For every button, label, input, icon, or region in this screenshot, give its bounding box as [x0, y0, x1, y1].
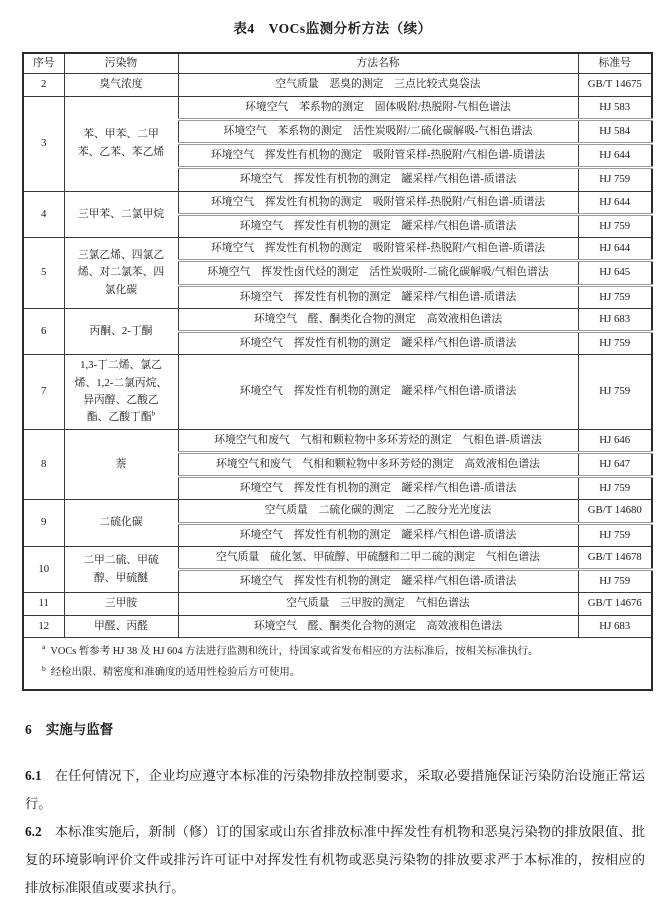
- serial-number-cell: 11: [23, 593, 64, 615]
- table-row: [23, 546, 652, 569]
- serial-number-cell: 3: [23, 96, 64, 191]
- table-row: [23, 74, 652, 96]
- method-name-cell: 环境空气 醛、酮类化合物的测定 高效液相色谱法: [178, 615, 578, 637]
- pollutant-cell: 萘: [64, 429, 178, 500]
- standard-number-cell: HJ 584: [578, 119, 652, 143]
- table-title: 表4 VOCs监测分析方法（续）: [233, 21, 432, 36]
- method-name-cell: 环境空气 挥发性有机物的测定 吸附管采样-热脱附/气相色谱-质谱法: [178, 191, 578, 214]
- pollutant-cell: 臭气浓度: [64, 74, 178, 96]
- serial-number-cell: 2: [23, 74, 64, 96]
- table-row: [23, 308, 652, 331]
- footnote-cell: [23, 637, 652, 689]
- serial-number-cell: 5: [23, 238, 64, 309]
- method-name-cell: 环境空气 醛、酮类化合物的测定 高效液相色谱法: [178, 308, 578, 331]
- standard-number-cell: HJ 759: [578, 570, 652, 593]
- method-name-cell: 环境空气 苯系物的测定 固体吸附/热脱附-气相色谱法: [178, 96, 578, 119]
- standard-number-cell: HJ 646: [578, 429, 652, 452]
- standard-number-cell: HJ 683: [578, 308, 652, 331]
- method-name-cell: 环境空气 苯系物的测定 活性炭吸附/二硫化碳解吸-气相色谱法: [178, 119, 578, 143]
- standard-number-cell: HJ 759: [578, 477, 652, 500]
- clause-text: 本标准实施后，新制（修）订的国家或山东省排放标准中挥发性有机物和恶臭污染物的排放限值、批复的环境影响评价文件或排污许可证中对挥发性有机物或恶臭污染物的排放要求严于本标准的，按相应的排放标准限值或要求执行。: [25, 823, 645, 895]
- method-name-cell: 空气质量 恶臭的测定 三点比较式臭袋法: [178, 74, 578, 96]
- pollutant-cell: 1,3-丁二烯、氯乙烯、1,2-二氯丙烷、异丙醇、乙酸乙酯、乙酸丁酯$^b$: [64, 355, 178, 429]
- serial-number-cell: 8: [23, 429, 64, 500]
- standard-number-cell: HJ 759: [578, 285, 652, 308]
- standard-number-cell: HJ 647: [578, 452, 652, 476]
- table-row: [23, 355, 652, 429]
- standard-number-cell: HJ 644: [578, 144, 652, 168]
- method-name-cell: 空气质量 二硫化碳的测定 二乙胺分光光度法: [178, 500, 578, 523]
- footnote-line: $^b$ 经检出限、精密度和准确度的适用性检验后方可使用。: [42, 663, 301, 679]
- column-header-serial: 序号: [23, 53, 64, 74]
- table-row: [23, 191, 652, 214]
- methods-table-body: [23, 74, 652, 638]
- standard-number-cell: HJ 759: [578, 214, 652, 237]
- body-paragraph: [25, 818, 645, 902]
- header-row: [23, 53, 652, 74]
- clause-text: 在任何情况下，企业均应遵守本标准的污染物排放控制要求，采取必要措施保证污染防治设施正常运行。: [25, 767, 645, 811]
- standard-number-cell: HJ 644: [578, 238, 652, 261]
- serial-number-cell: 4: [23, 191, 64, 238]
- standard-number-cell: GB/T 14675: [578, 74, 652, 96]
- table-footnotes: [23, 637, 652, 689]
- standard-number-cell: HJ 759: [578, 332, 652, 355]
- method-name-cell: 空气质量 硫化氢、甲硫醇、甲硫醚和二甲二硫的测定 气相色谱法: [178, 546, 578, 569]
- footnote-reference-mark: b: [151, 409, 156, 418]
- table-row: [23, 593, 652, 615]
- table-row: [23, 96, 652, 119]
- clause-number: 6.1: [25, 767, 42, 783]
- table-header: [23, 53, 652, 74]
- serial-number-cell: 7: [23, 355, 64, 429]
- table-row: [23, 429, 652, 452]
- method-name-cell: 环境空气 挥发性有机物的测定 吸附管采样-热脱附/气相色谱-质谱法: [178, 144, 578, 168]
- column-header-pollutant: 污染物: [64, 53, 178, 74]
- standard-number-cell: HJ 683: [578, 615, 652, 637]
- method-name-cell: 环境空气 挥发性有机物的测定 罐采样/气相色谱-质谱法: [178, 285, 578, 308]
- standard-number-cell: HJ 583: [578, 96, 652, 119]
- pollutant-cell: 三氯乙烯、四氯乙烯、对二氯苯、四氯化碳: [64, 238, 178, 309]
- table-row: [23, 615, 652, 637]
- section-title: 实施与监督: [45, 721, 114, 737]
- footnote-marker: a: [42, 642, 46, 652]
- standard-number-cell: HJ 645: [578, 261, 652, 285]
- vocs-methods-table: [22, 52, 653, 691]
- method-name-cell: 环境空气 挥发性有机物的测定 罐采样/气相色谱-质谱法: [178, 477, 578, 500]
- footnote-marker: b: [42, 663, 46, 673]
- serial-number-cell: 6: [23, 308, 64, 355]
- method-name-cell: 环境空气和废气 气相和颗粒物中多环芳烃的测定 气相色谱-质谱法: [178, 429, 578, 452]
- pollutant-cell: 二硫化碳: [64, 500, 178, 547]
- standard-number-cell: HJ 759: [578, 523, 652, 546]
- standard-number-cell: HJ 759: [578, 355, 652, 429]
- pollutant-cell: 丙酮、2-丁酮: [64, 308, 178, 355]
- method-name-cell: 环境空气 挥发性有机物的测定 罐采样/气相色谱-质谱法: [178, 355, 578, 429]
- serial-number-cell: 9: [23, 500, 64, 547]
- standard-number-cell: HJ 644: [578, 191, 652, 214]
- serial-number-cell: 10: [23, 546, 64, 593]
- clause-number: 6.2: [25, 823, 42, 839]
- section-body: [25, 762, 645, 902]
- standard-number-cell: HJ 759: [578, 168, 652, 191]
- column-header-method: 方法名称: [178, 53, 578, 74]
- method-name-cell: 环境空气 挥发性有机物的测定 罐采样/气相色谱-质谱法: [178, 214, 578, 237]
- table-row: [23, 500, 652, 523]
- method-name-cell: 空气质量 三甲胺的测定 气相色谱法: [178, 593, 578, 615]
- column-header-standard: 标准号: [578, 53, 652, 74]
- section-heading: [25, 718, 665, 738]
- pollutant-cell: 三甲胺: [64, 593, 178, 615]
- pollutant-cell: 三甲苯、二氯甲烷: [64, 191, 178, 238]
- method-name-cell: 环境空气 挥发性有机物的测定 罐采样/气相色谱-质谱法: [178, 570, 578, 593]
- section-number: 6: [25, 721, 32, 737]
- method-name-cell: 环境空气和废气 气相和颗粒物中多环芳烃的测定 高效液相色谱法: [178, 452, 578, 476]
- method-name-cell: 环境空气 挥发性有机物的测定 罐采样/气相色谱-质谱法: [178, 523, 578, 546]
- footnote-line: $^a$ VOCs 暂参考 HJ 38 及 HJ 604 方法进行监测和统计，待国家或省发布相应的方法标准后，按相关标准执行。: [42, 642, 539, 657]
- pollutant-cell: 苯、甲苯、二甲苯、乙苯、苯乙烯: [64, 96, 178, 191]
- body-paragraph: [25, 762, 645, 818]
- standard-number-cell: GB/T 14678: [578, 546, 652, 569]
- footnote-row: [23, 637, 652, 689]
- method-name-cell: 环境空气 挥发性卤代烃的测定 活性炭吸附-二硫化碳解吸/气相色谱法: [178, 261, 578, 285]
- method-name-cell: 环境空气 挥发性有机物的测定 吸附管采样-热脱附/气相色谱-质谱法: [178, 238, 578, 261]
- serial-number-cell: 12: [23, 615, 64, 637]
- standard-number-cell: GB/T 14676: [578, 593, 652, 615]
- table-row: [23, 238, 652, 261]
- method-name-cell: 环境空气 挥发性有机物的测定 罐采样/气相色谱-质谱法: [178, 332, 578, 355]
- pollutant-cell: 甲醛、丙醛: [64, 615, 178, 637]
- method-name-cell: 环境空气 挥发性有机物的测定 罐采样/气相色谱-质谱法: [178, 168, 578, 191]
- pollutant-cell: 二甲二硫、甲硫醇、甲硫醚: [64, 546, 178, 593]
- standard-number-cell: GB/T 14680: [578, 500, 652, 523]
